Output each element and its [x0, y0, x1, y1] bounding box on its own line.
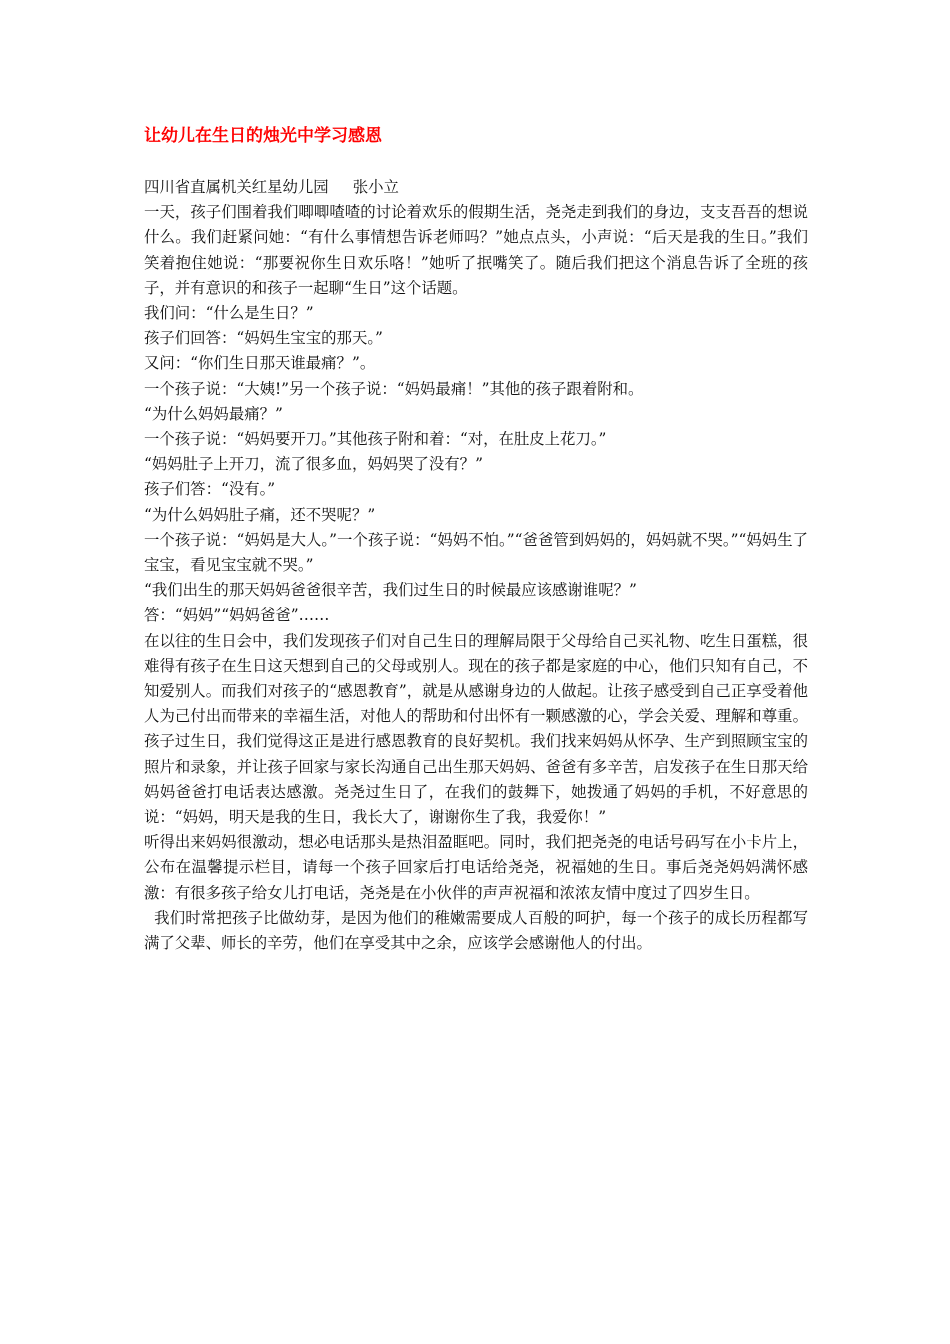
- paragraph: 答：“妈妈”“妈妈爸爸”……: [144, 606, 330, 625]
- paragraph: “妈妈肚子上开刀，流了很多血，妈妈哭了没有？”: [144, 455, 483, 474]
- paragraph: 我们时常把孩子比做幼芽，是因为他们的稚嫩需要成人百般的呵护，每一个孩子的成长历程都写满了父辈、师长的辛劳，他们在享受其中之余，应该学会感谢他人的付出。: [144, 908, 808, 953]
- paragraph: “为什么妈妈最痛？”: [144, 404, 283, 423]
- byline: [144, 175, 808, 200]
- paragraph: 在以往的生日会中，我们发现孩子们对自己生日的理解局限于父母给自己买礼物、吃生日蛋糕，很难得有孩子在生日这天想到自己的父母或别人。现在的孩子都是家庭的中心，他们只知有自己，不知爱别人。而我们对孩子的“感恩教育”，就是从感谢身边的人做起。让孩子感受到自己正享受着他人为己付出而带来的幸福生活，对他人的帮助和付出怀有一颗感激的心，学会关爱、理解和尊重。孩子过生日，我们觉得这正是进行感恩教育的良好契机。我们找来妈妈从怀孕、生产到照顾宝宝的照片和录象，并让孩子回家与家长沟通自己出生那天妈妈、爸爸有多辛苦，启发孩子在生日那天给妈妈爸爸打电话表达感激。尧尧过生日了，在我们的鼓舞下，她拨通了妈妈的手机，不好意思的说：“妈妈，明天是我的生日，我长大了，谢谢你生了我，我爱你！”: [144, 631, 808, 827]
- paragraph: 孩子们回答：“妈妈生宝宝的那天。”: [144, 329, 383, 348]
- paragraph: “我们出生的那天妈妈爸爸很辛苦，我们过生日的时候最应该感谢谁呢？”: [144, 581, 637, 600]
- paragraph: 一天，孩子们围着我们唧唧喳喳的讨论着欢乐的假期生活，尧尧走到我们的身边，支支吾吾的想说什么。我们赶紧问她：“有什么事情想告诉老师吗？”她点点头，小声说：“后天是我的生日。”我们笑着抱住她说：“那要祝你生日欢乐咯！”她听了抿嘴笑了。随后我们把这个消息告诉了全班的孩子，并有意识的和孩子一起聊“生日”这个话题。: [144, 203, 808, 297]
- document-body: [144, 175, 808, 956]
- paragraph: 又问：“你们生日那天谁最痛？”。: [144, 354, 376, 373]
- byline-author: 张小立: [352, 178, 399, 196]
- paragraph: 听得出来妈妈很激动，想必电话那头是热泪盈眶吧。同时，我们把尧尧的电话号码写在小卡片上，公布在温馨提示栏目，请每一个孩子回家后打电话给尧尧，祝福她的生日。事后尧尧妈妈满怀感激：有很多孩子给女儿打电话，尧尧是在小伙伴的声声祝福和浓浓友情中度过了四岁生日。: [144, 833, 808, 902]
- byline-org: 四川省直属机关红星幼儿园: [144, 178, 329, 196]
- paragraph: 一个孩子说：“妈妈要开刀。”其他孩子附和着：“对，在肚皮上花刀。”: [144, 430, 607, 449]
- paragraph: 一个孩子说：“大姨!”另一个孩子说：“妈妈最痛！”其他的孩子跟着附和。: [144, 379, 644, 398]
- paragraph: 孩子们答：“没有。”: [144, 480, 276, 499]
- document-title: 让幼儿在生日的烛光中学习感恩: [144, 126, 382, 146]
- paragraph: “为什么妈妈肚子痛，还不哭呢？”: [144, 505, 376, 524]
- paragraph: 一个孩子说：“妈妈是大人。”一个孩子说：“妈妈不怕。”“爸爸管到妈妈的，妈妈就不哭。”“妈妈生了宝宝，看见宝宝就不哭。”: [144, 530, 808, 575]
- paragraph: 我们问：“什么是生日？”: [144, 304, 314, 323]
